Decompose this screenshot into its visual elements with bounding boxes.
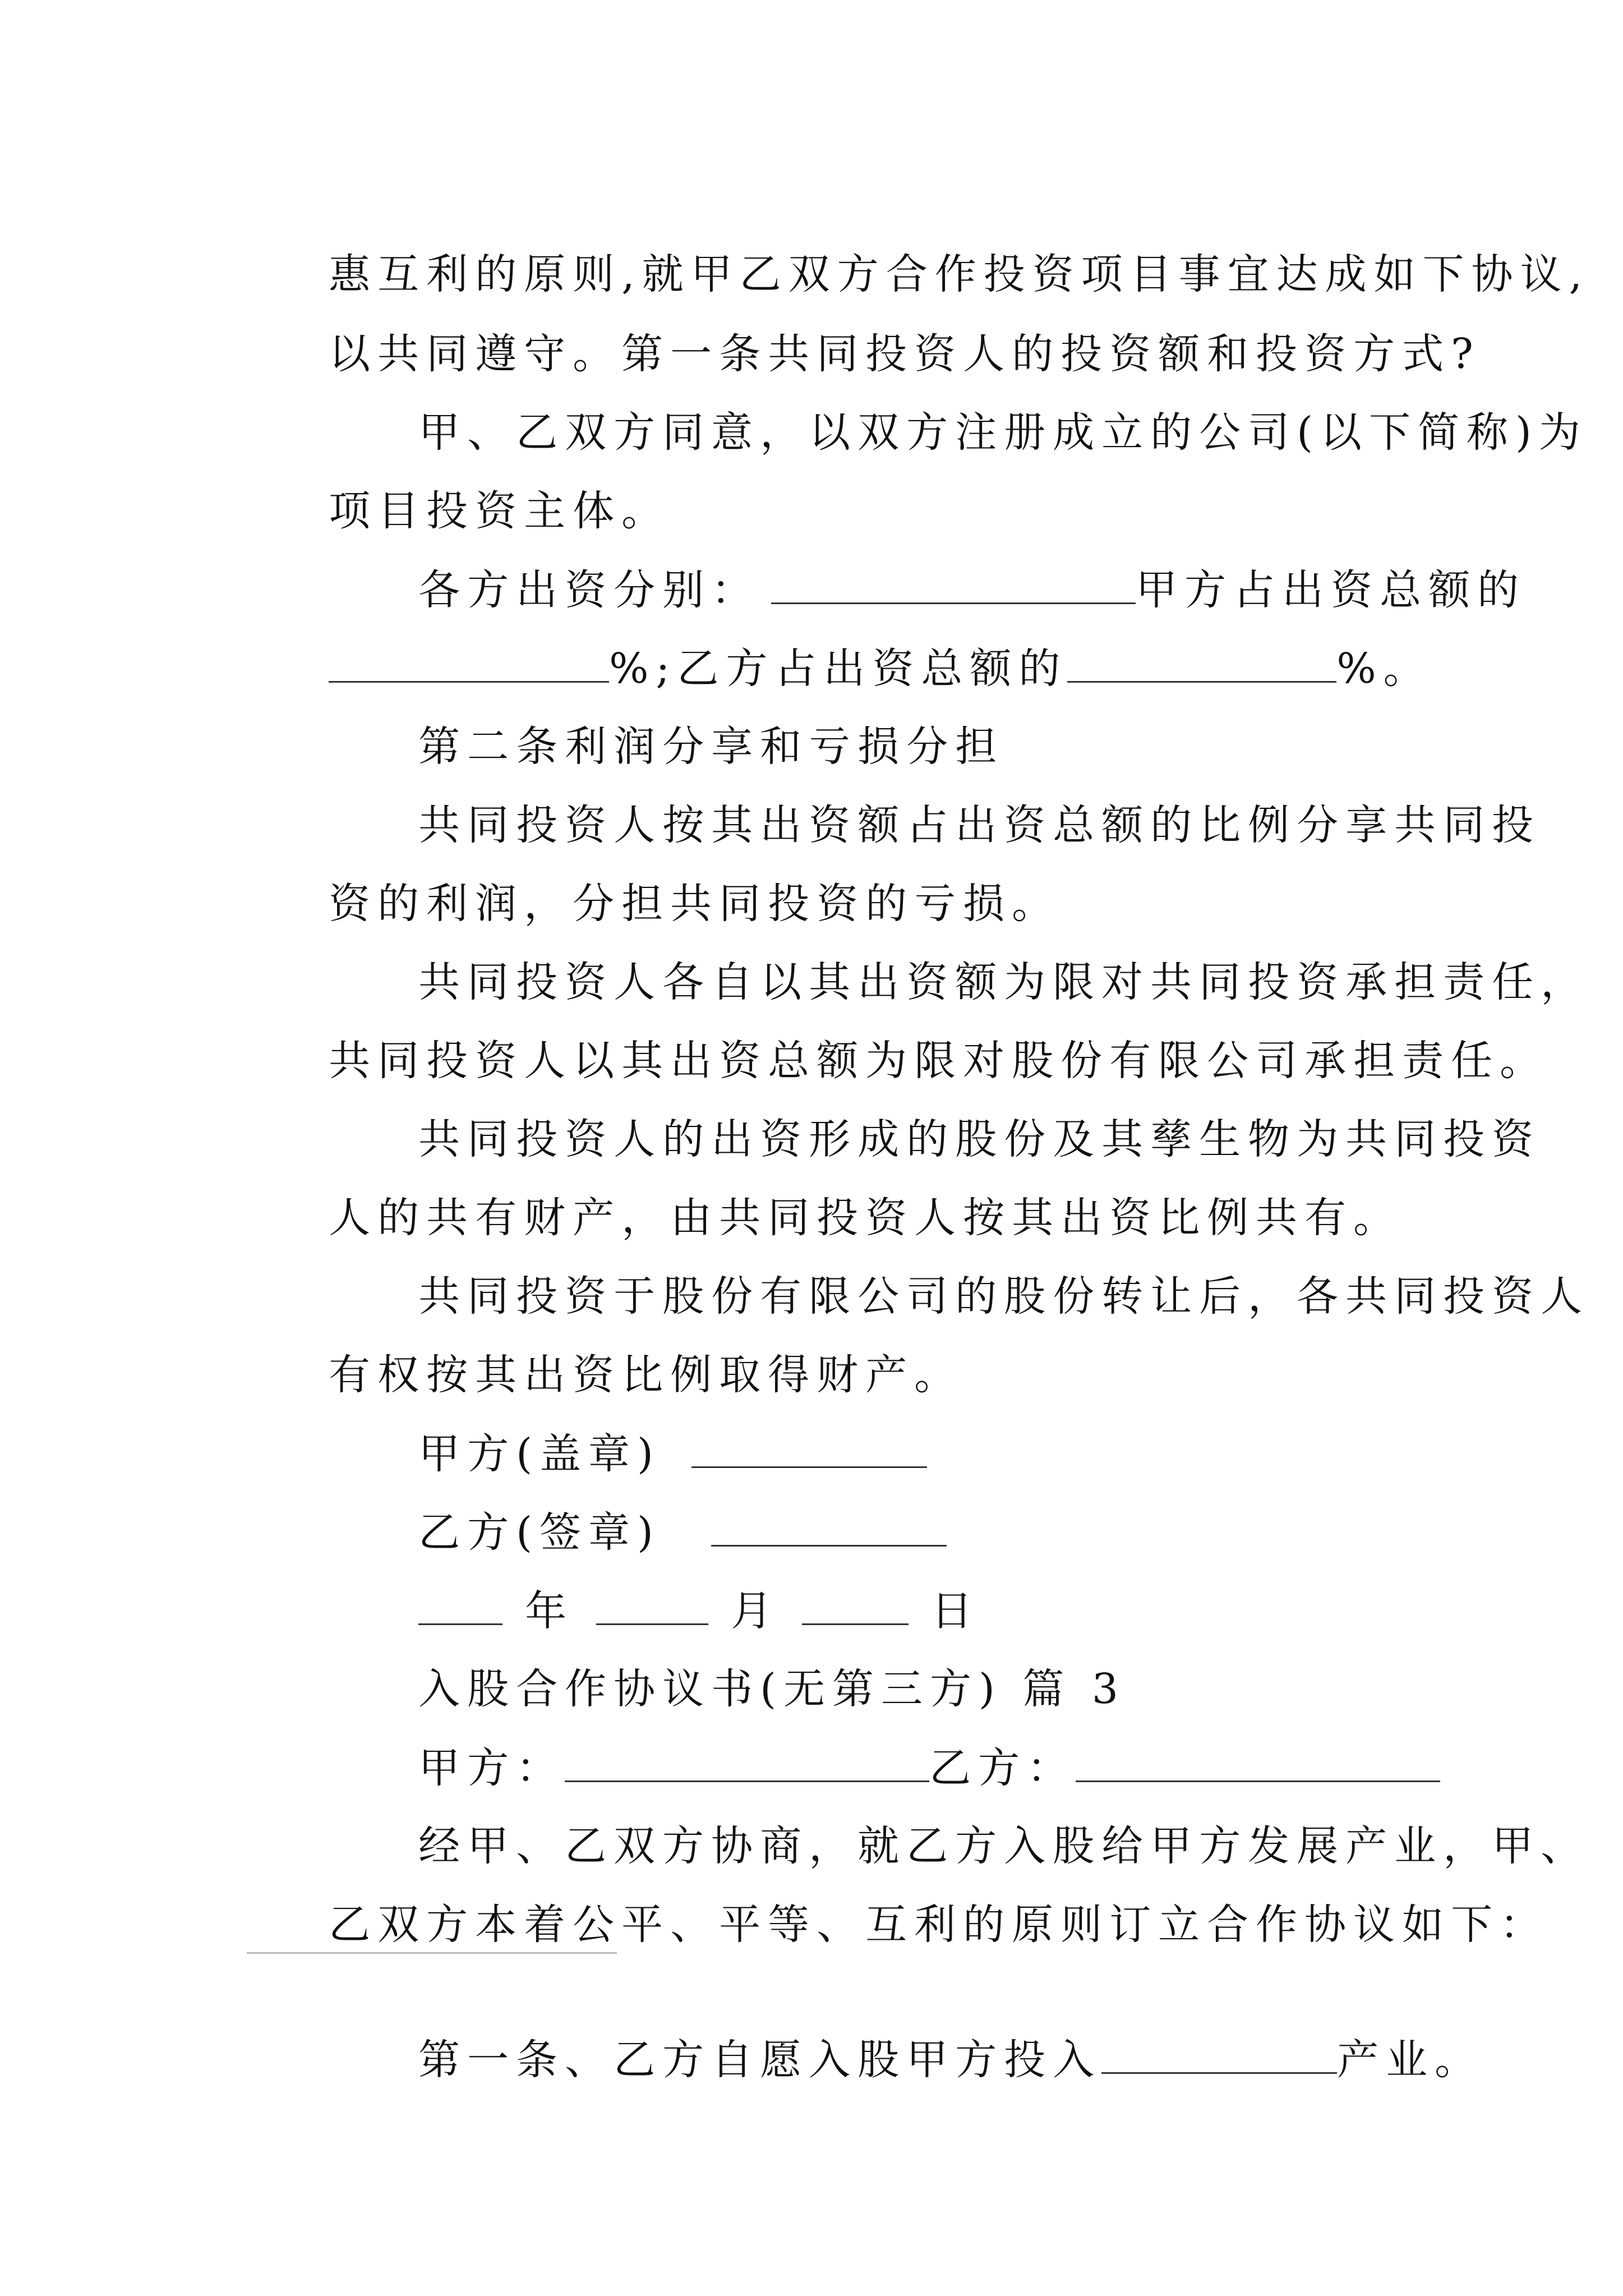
- text-span: 惠互利的原则,就甲乙双方合作投资项目事宜达成如下协议,: [329, 250, 1590, 298]
- party-a-percent-blank: [329, 647, 609, 683]
- text-span: 第二条利润分享和亏损分担: [418, 723, 1004, 771]
- text-span: 经甲、乙双方协商，就乙方入股给甲方发展产业，甲、: [418, 1822, 1590, 1870]
- contribution-blank: [771, 569, 1136, 604]
- text-span: 乙方(签章): [418, 1508, 661, 1557]
- text-span: 以共同遵守。第一条共同投资人的投资额和投资方式?: [329, 330, 1481, 378]
- day-label: 日: [931, 1587, 980, 1635]
- month-blank: [596, 1590, 708, 1625]
- year-blank: [418, 1590, 502, 1625]
- text-span: 甲、乙双方同意，以双方注册成立的公司(以下简称)为: [418, 408, 1588, 457]
- text-span: 资的利润，分担共同投资的亏损。: [329, 880, 1061, 928]
- text-span: 甲方(盖章): [418, 1430, 661, 1478]
- text-span: 乙方：: [929, 1744, 1076, 1792]
- party-b-percent-blank: [1067, 647, 1336, 683]
- day-blank: [802, 1590, 909, 1625]
- footnote-divider: [247, 1952, 617, 1954]
- party-a-seal-blank: [691, 1433, 927, 1468]
- text-span: 入股合作协议书(无第三方) 篇 3: [418, 1665, 1126, 1713]
- text-span: %。: [1336, 645, 1432, 693]
- text-span: 项目投资主体。: [329, 487, 671, 535]
- text-span: 人的共有财产，由共同投资人按其出资比例共有。: [329, 1194, 1403, 1242]
- party-b-sign-blank: [711, 1511, 947, 1547]
- text-span: 产业。: [1337, 2036, 1484, 2084]
- year-label: 年: [525, 1587, 574, 1635]
- party-b-name-blank: [1076, 1747, 1440, 1782]
- text-span: 有权按其出资比例取得财产。: [329, 1351, 963, 1399]
- text-span: 甲方：: [418, 1744, 565, 1792]
- text-span: 共同投资人按其出资额占出资总额的比例分享共同投: [418, 801, 1541, 849]
- party-a-name-blank: [565, 1747, 929, 1782]
- text-span: 各方出资分别：: [418, 566, 760, 614]
- text-span: %;乙方占出资总额的: [609, 645, 1068, 693]
- industry-blank: [1101, 2039, 1337, 2074]
- text-span: 共同投资人以其出资总额为限对股份有限公司承担责任。: [329, 1037, 1549, 1085]
- paragraph-line: [336, 1997, 1483, 2122]
- text-span: 乙双方本着公平、平等、互利的原则订立合作协议如下：: [329, 1901, 1549, 1949]
- text-span: 第一条、乙方自愿入股甲方投入: [418, 2036, 1102, 2084]
- text-span: 共同投资人各自以其出资额为限对共同投资承担责任，: [418, 958, 1590, 1006]
- month-label: 月: [731, 1587, 780, 1635]
- text-span: 共同投资于股份有限公司的股份转让后，各共同投资人: [418, 1272, 1590, 1320]
- text-span: 甲方占出资总额的: [1136, 566, 1527, 614]
- text-span: 共同投资人的出资形成的股份及其孳生物为共同投资: [418, 1115, 1541, 1163]
- paragraph-line: [247, 1862, 1548, 1987]
